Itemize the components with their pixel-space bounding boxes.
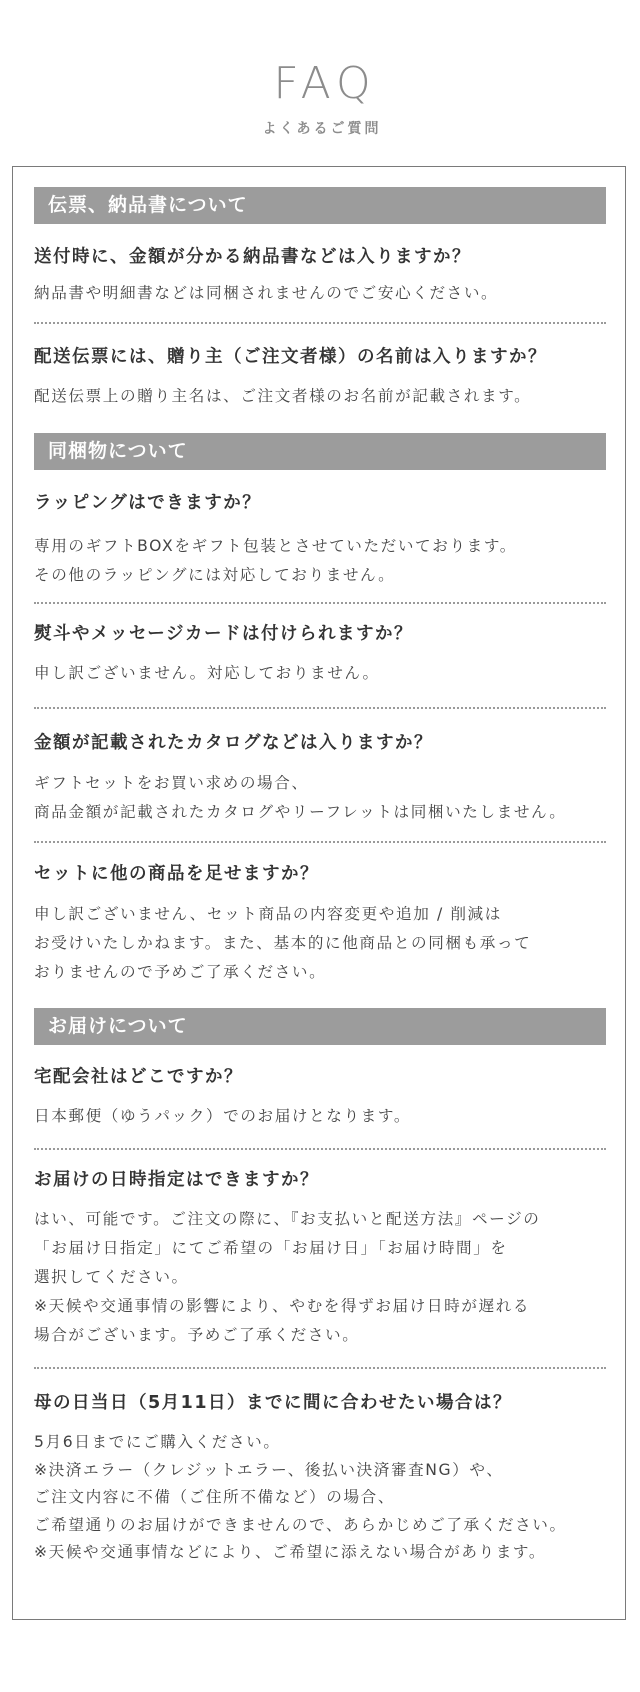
faq-question: ラッピングはできますか？ — [34, 493, 262, 513]
page-title: FAQ — [273, 58, 377, 109]
faq-question: セットに他の商品を足せますか？ — [34, 864, 319, 884]
answer-line: 専用のギフトBOXをギフト包装とさせていただいております。 — [34, 537, 517, 555]
answer-line: ご希望通りのお届けができませんので、あらかじめご了承ください。 — [34, 1515, 567, 1534]
answer-line: 商品金額が記載されたカタログやリーフレットは同梱いたしません。 — [34, 803, 567, 821]
faq-answer — [34, 1105, 624, 1127]
dotted-divider — [34, 322, 606, 324]
section-heading-slips: 伝票、納品書について — [34, 187, 606, 224]
faq-header — [0, 58, 640, 138]
dotted-divider — [34, 707, 606, 709]
faq-question: 金額が記載されたカタログなどは入りますか？ — [34, 733, 433, 753]
answer-line: ご注文内容に不備（ご住所不備など）の場合、 — [34, 1488, 396, 1506]
dotted-divider — [34, 1148, 606, 1150]
answer-line: 申し訳ございません。対応しておりません。 — [34, 664, 380, 682]
faq-answer — [34, 385, 624, 407]
page-subtitle: よくあるご質問 — [262, 121, 382, 137]
faq-question: お届けの日時指定はできますか？ — [34, 1170, 319, 1190]
answer-line: ※天候や交通事情の影響により、やむを得ずお届け日時が遅れる — [34, 1297, 531, 1315]
faq-answer — [34, 769, 624, 827]
faq-question: 熨斗やメッセージカードは付けられますか？ — [34, 624, 413, 644]
answer-line: その他のラッピングには対応しておりません。 — [34, 566, 396, 584]
answer-line: 場合がございます。予めご了承ください。 — [34, 1326, 360, 1344]
dotted-divider — [34, 841, 606, 843]
answer-line: 納品書や明細書などは同梱されませんのでご安心ください。 — [34, 284, 499, 302]
answer-line: 5月6日までにご購入ください。 — [34, 1433, 281, 1451]
answer-line: はい、可能です。ご注文の際に、『お支払いと配送方法』ページの — [34, 1210, 541, 1228]
dotted-divider — [34, 1367, 606, 1369]
faq-answer — [34, 900, 624, 987]
answer-line: お受けいたしかねます。また、基本的に他商品との同梱も承って — [34, 934, 532, 952]
faq-question: 配送伝票には、贈り主（ご注文者様）の名前は入りますか？ — [34, 347, 547, 367]
answer-line: 「お届け日指定」にてご希望の「お届け日」「お届け時間」を — [34, 1239, 508, 1257]
answer-line: 申し訳ございません、セット商品の内容変更や追加 / 削減は — [34, 905, 502, 923]
answer-line: おりませんので予めご了承ください。 — [34, 963, 327, 981]
faq-question: 母の日当日（5月11日）までに間に合わせたい場合は？ — [34, 1393, 513, 1413]
answer-line: 選択してください。 — [34, 1268, 189, 1286]
faq-answer — [34, 1429, 624, 1567]
answer-line: 配送伝票上の贈り主名は、ご注文者様のお名前が記載されます。 — [34, 387, 532, 405]
answer-line: 日本郵便（ゆうパック）でのお届けとなります。 — [34, 1107, 412, 1125]
faq-answer — [34, 532, 624, 590]
answer-line: ギフトセットをお買い求めの場合、 — [34, 774, 309, 792]
faq-question: 宅配会社はどこですか？ — [34, 1067, 243, 1087]
section-heading-delivery: お届けについて — [34, 1008, 606, 1045]
faq-answer — [34, 662, 624, 684]
dotted-divider — [34, 602, 606, 604]
section-heading-enclosures: 同梱物について — [34, 433, 606, 470]
answer-line: ※決済エラー（クレジットエラー、後払い決済審査NG）や、 — [34, 1460, 504, 1479]
faq-answer — [34, 282, 624, 304]
answer-line: ※天候や交通事情などにより、ご希望に添えない場合があります。 — [34, 1543, 547, 1561]
faq-question: 送付時に、金額が分かる納品書などは入りますか？ — [34, 247, 471, 267]
faq-answer — [34, 1205, 624, 1350]
